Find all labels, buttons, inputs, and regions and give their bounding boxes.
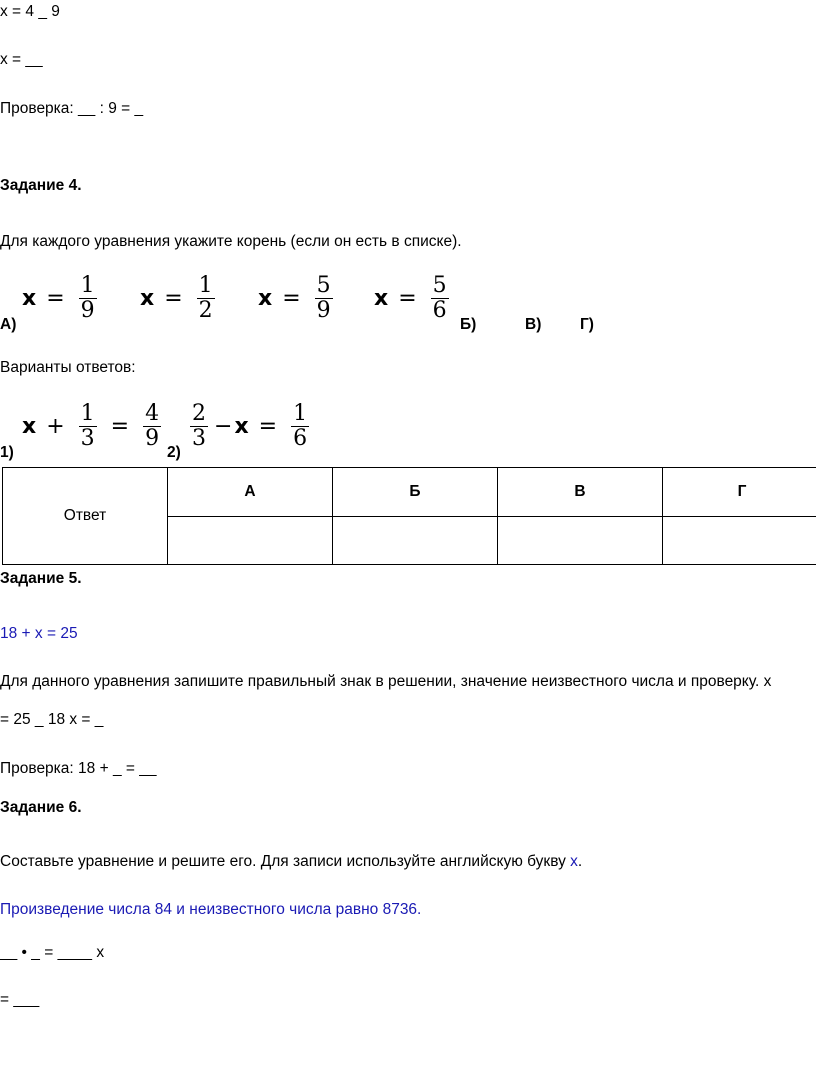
solution-line-1: x = 4 _ 9 (0, 3, 60, 20)
equals-sign: = (258, 414, 278, 439)
task4-title: Задание 4. (0, 177, 82, 194)
variants-label: Варианты ответов: (0, 359, 136, 376)
root-option-c (258, 274, 337, 323)
option-letter-c: В) (525, 316, 542, 333)
fraction: $\frac{5}{6}$ (432, 273, 447, 323)
equals-sign: = (282, 286, 301, 311)
fraction: $\frac{4}{9}$ (145, 401, 160, 451)
equals-sign: = (110, 414, 130, 439)
root-option-b (140, 274, 219, 323)
variable-x-highlight: x (570, 853, 578, 870)
solution-line-2: x = __ (0, 51, 43, 68)
root-option-d (374, 274, 453, 323)
task6-line-2: = ___ (0, 991, 40, 1008)
fraction: $\frac{5}{9}$ (316, 273, 331, 323)
answer-cell-d[interactable] (663, 517, 816, 565)
variable-x: x (22, 286, 37, 311)
answer-row-label: Ответ (3, 468, 168, 565)
variable-x: x (374, 286, 389, 311)
equation-label-2: 2) (167, 444, 181, 461)
task4-instruction: Для каждого уравнения укажите корень (если он есть в списке). (0, 233, 462, 250)
task6-line-1: __ • _ = ____ x (0, 944, 105, 961)
answer-cell-c[interactable] (498, 517, 663, 565)
table-header-c: В (498, 468, 663, 517)
fraction: $\frac{1}{9}$ (80, 273, 95, 323)
task6-statement: Произведение числа 84 и неизвестного числа равно 8736. (0, 901, 422, 918)
table-header-b: Б (333, 468, 498, 517)
task5-instruction: Для данного уравнения запишите правильный знак в решении, значение неизвестного числа и проверку. x (0, 673, 772, 690)
fraction: $\frac{1}{3}$ (80, 401, 95, 451)
root-option-a (22, 274, 101, 323)
table-header-d: Г (663, 468, 816, 517)
table-header-a: А (168, 468, 333, 517)
fraction: $\frac{1}{6}$ (293, 401, 308, 451)
answer-cell-a[interactable] (168, 517, 333, 565)
task5-title: Задание 5. (0, 570, 82, 587)
variable-x: x (140, 286, 155, 311)
equals-sign: = (164, 286, 183, 311)
fraction: $\frac{2}{3}$ (192, 401, 206, 451)
option-letter-b: Б) (460, 316, 477, 333)
minus-sign: − (214, 414, 233, 439)
option-letter-d: Г) (580, 316, 594, 333)
fraction: $\frac{1}{2}$ (198, 273, 213, 323)
answer-cell-b[interactable] (333, 517, 498, 565)
equation-2 (186, 402, 313, 451)
task5-solution-line: = 25 _ 18 x = _ (0, 711, 104, 728)
equals-sign: = (46, 286, 65, 311)
task5-equation: 18 + x = 25 (0, 625, 78, 642)
task6-title: Задание 6. (0, 799, 82, 816)
check-line: Проверка: __ : 9 = _ (0, 100, 144, 117)
equation-1 (22, 402, 165, 451)
variable-x: x (234, 414, 249, 439)
option-letter-a: А) (0, 316, 17, 333)
task5-check: Проверка: 18 + _ = __ (0, 760, 157, 777)
variable-x: x (22, 414, 37, 439)
task6-instruction: Составьте уравнение и решите его. Для записи используйте английскую букву x. (0, 853, 583, 870)
variable-x: x (258, 286, 273, 311)
equals-sign: = (398, 286, 417, 311)
answer-table (2, 467, 816, 565)
plus-sign: + (46, 414, 65, 439)
equation-label-1: 1) (0, 444, 14, 461)
